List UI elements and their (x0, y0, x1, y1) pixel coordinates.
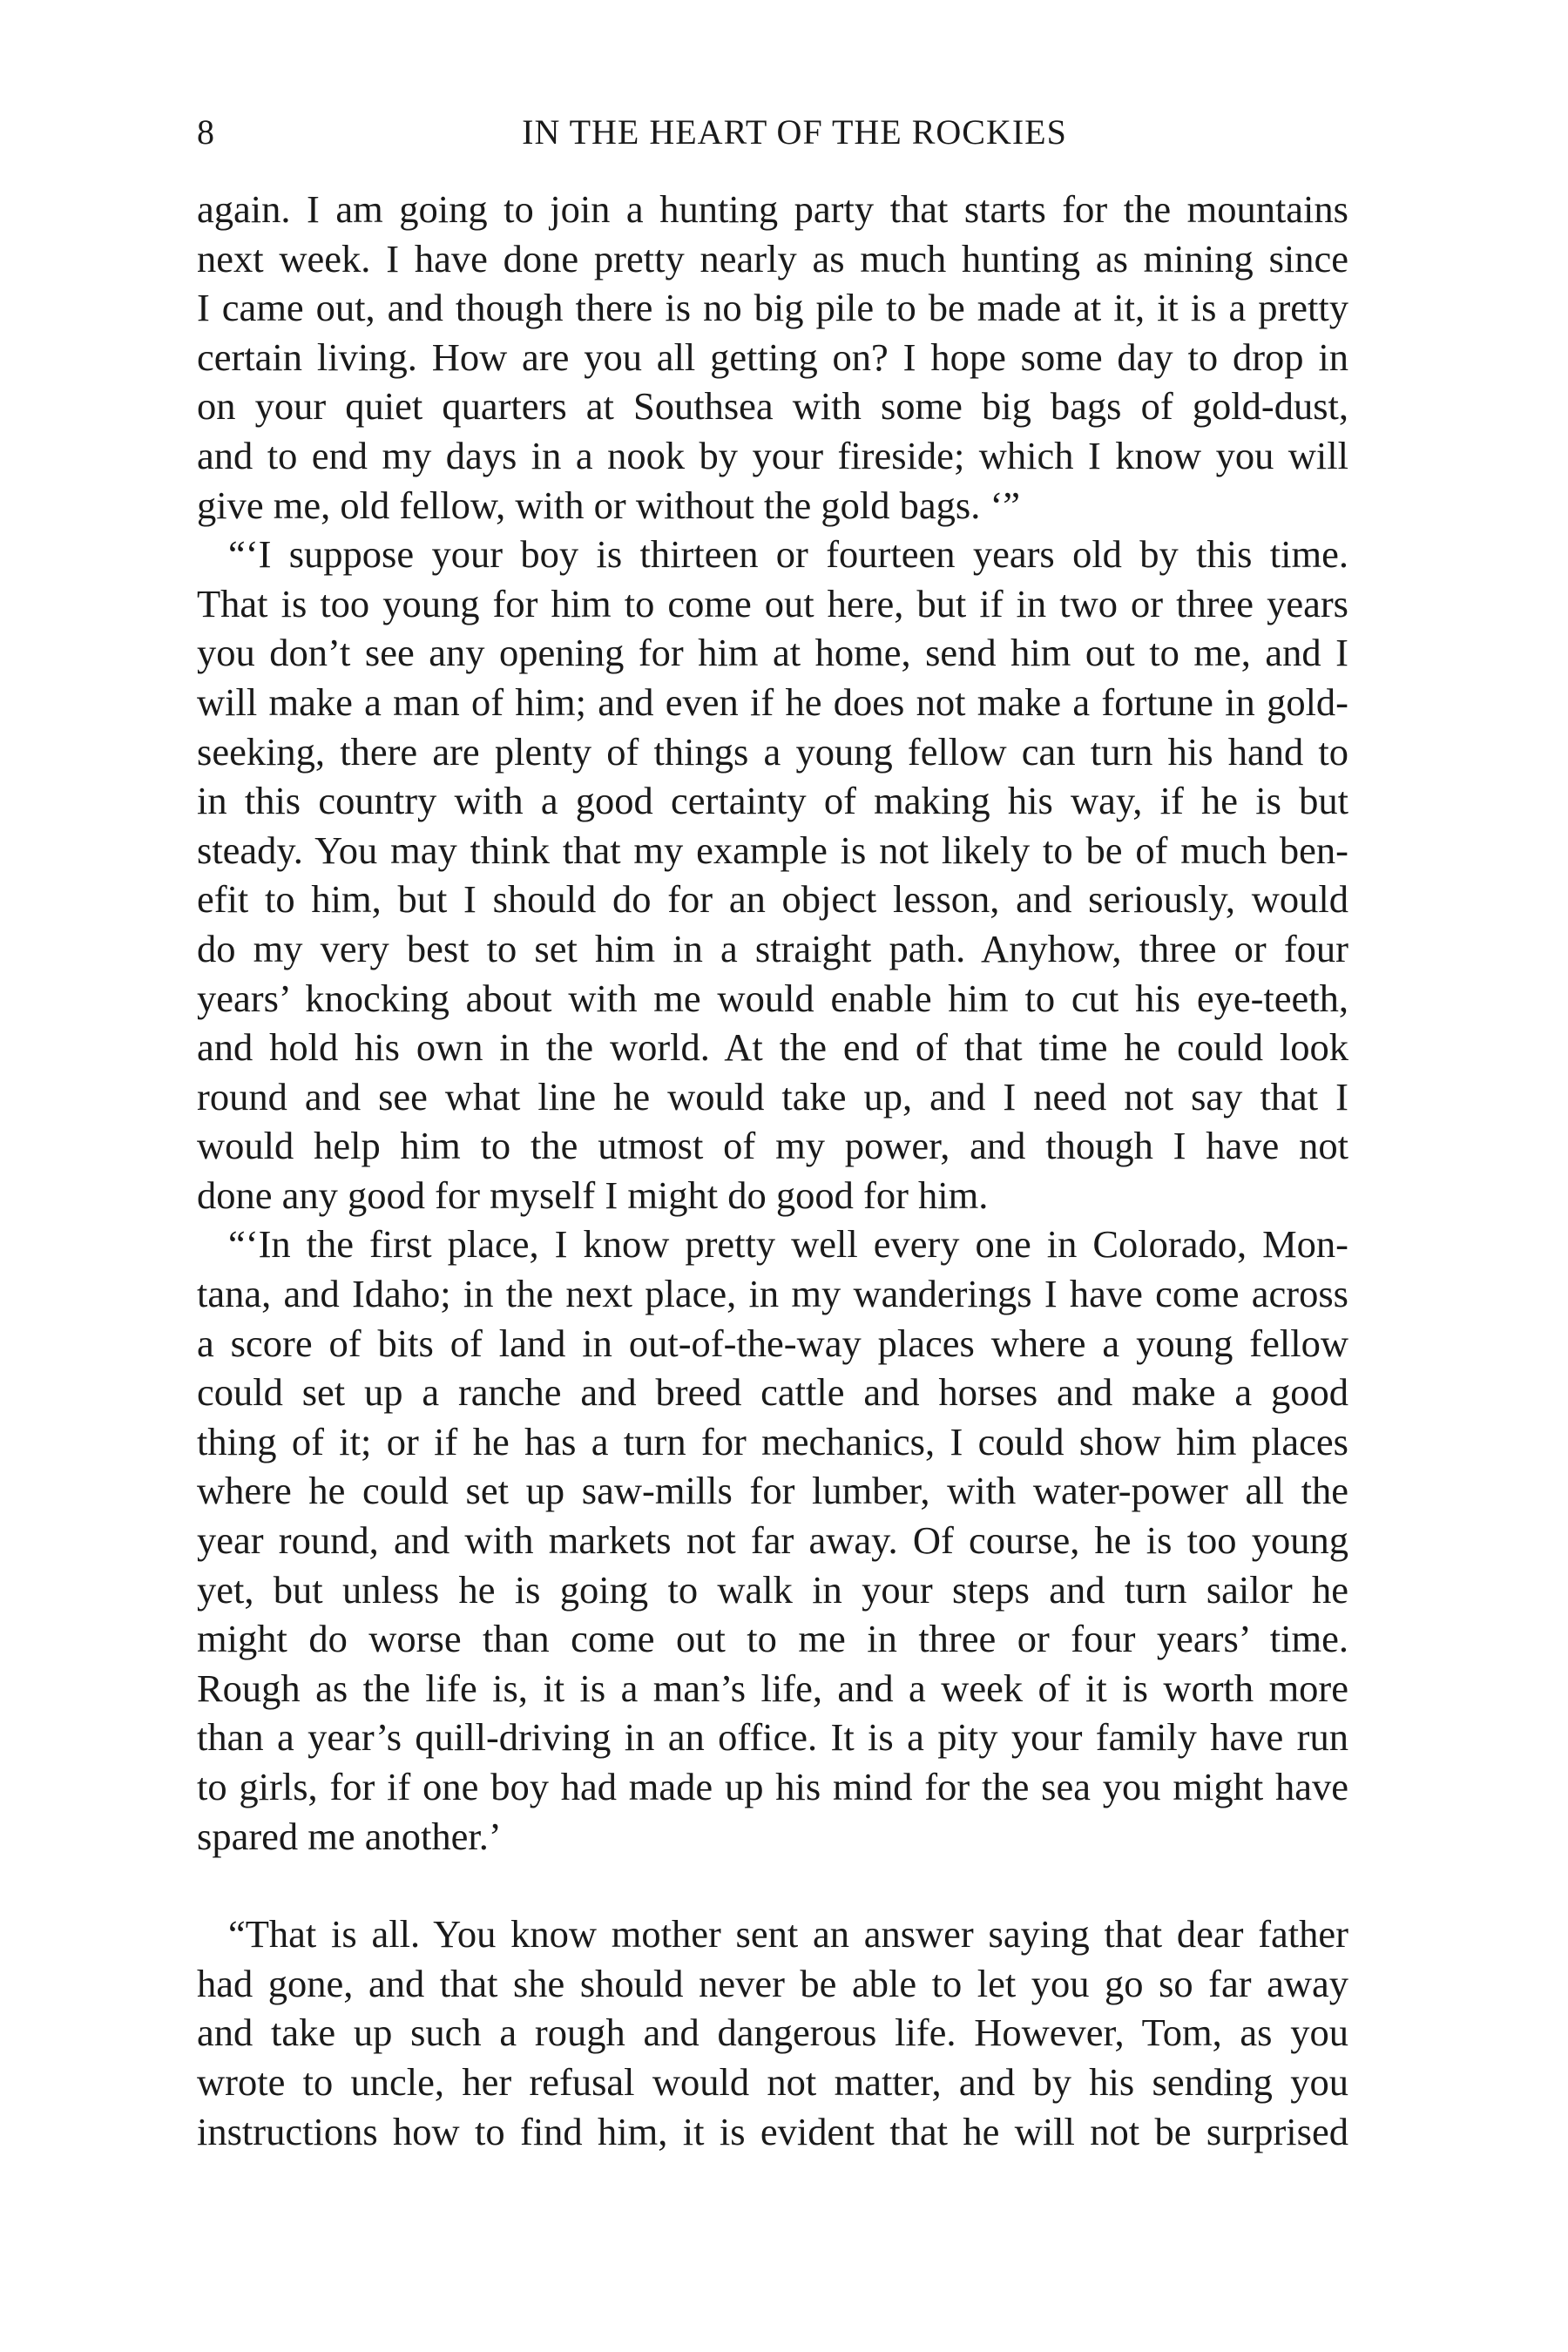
text-line: “That is all. You know mother sent an answer saying that dear father (228, 1912, 1348, 1957)
text-line: give me, old fellow, with or without the gold bags. ‘” (197, 483, 1021, 527)
text-line: spared me another.’ (197, 1814, 502, 1858)
text-line: to girls, for if one boy had made up his mind for the sea you might have (197, 1765, 1348, 1808)
text-line: in this country with a good certainty of making his way, if he is but (197, 779, 1348, 823)
paragraph-3 (197, 1220, 1348, 1861)
text-line: could set up a ranche and breed cattle and horses and make a good (197, 1370, 1348, 1415)
text-line: yet, but unless he is going to walk in your steps and turn sailor he (197, 1567, 1348, 1612)
text-line: a score of bits of land in out-of-the-way places where a young fellow (197, 1321, 1348, 1365)
text-line: years’ knocking about with me would enable him to cut his eye-teeth, (197, 976, 1348, 1020)
paragraph-2 (197, 530, 1348, 1220)
running-head (197, 106, 1348, 159)
text-line: seeking, there are plenty of things a young fellow can turn his hand to (197, 729, 1348, 774)
page-number: 8 (197, 112, 215, 152)
text-line: and hold his own in the world. At the end of that time he could look (197, 1025, 1348, 1070)
text-line: on your quiet quarters at Southsea with some big bags of gold-dust, (197, 384, 1348, 429)
text-line: instructions how to find him, it is evident that he will not be surprised (197, 2109, 1348, 2153)
text-line: had gone, and that she should never be able to let you go so far away (197, 1961, 1348, 2005)
running-title: IN THE HEART OF THE ROCKIES (522, 112, 1067, 152)
text-line: Rough as the life is, it is a man’s life, and a week of it is worth more (197, 1666, 1348, 1710)
text-line: efit to him, but I should do for an object lesson, and seriously, would (197, 877, 1348, 922)
text-line: “‘I suppose your boy is thirteen or fourteen years old by this time. (228, 532, 1348, 577)
text-line: certain living. How are you all getting on? I hope some day to drop in (197, 335, 1348, 379)
text-line: I came out, and though there is no big pile to be made at it, it is a pretty (197, 286, 1348, 330)
text-line: round and see what line he would take up, and I need not say that I (197, 1074, 1348, 1119)
text-line: again. I am going to join a hunting party that starts for the mountains (197, 187, 1348, 231)
text-line: you don’t see any opening for him at home, send him out to me, and I (197, 631, 1348, 675)
text-line: thing of it; or if he has a turn for mechanics, I could show him places (197, 1419, 1348, 1463)
text-line: year round, and with markets not far away. Of course, he is too young (197, 1518, 1348, 1563)
text-line: will make a man of him; and even if he does not make a fortune in gold- (197, 679, 1348, 724)
paragraph-4 (197, 1909, 1348, 2156)
paragraph-1 (197, 185, 1348, 530)
text-line: do my very best to set him in a straight path. Anyhow, three or four (197, 926, 1348, 970)
section-gap (197, 1861, 1348, 1909)
text-line: steady. You may think that my example is not likely to be of much ben- (197, 828, 1348, 872)
text-line: tana, and Idaho; in the next place, in my wanderings I have come across (197, 1272, 1348, 1316)
body-text (197, 185, 1348, 2156)
text-line: than a year’s quill-driving in an office. It is a pity your family have run (197, 1715, 1348, 1760)
text-line: and take up such a rough and dangerous life. However, Tom, as you (197, 2011, 1348, 2055)
text-line: would help him to the utmost of my power, and though I have not (197, 1124, 1348, 1168)
text-line: wrote to uncle, her refusal would not matter, and by his sending you (197, 2059, 1348, 2104)
text-line: might do worse than come out to me in three or four years’ time. (197, 1617, 1348, 1661)
text-line: next week. I have done pretty nearly as much hunting as mining since (197, 236, 1348, 280)
text-line: That is too young for him to come out here, but if in two or three years (197, 581, 1348, 625)
text-line: done any good for myself I might do good for him. (197, 1173, 989, 1217)
text-line: and to end my days in a nook by your fireside; which I know you will (197, 433, 1348, 477)
text-line: “‘In the first place, I know pretty well every one in Colorado, Mon- (228, 1222, 1348, 1267)
text-line: where he could set up saw-mills for lumber, with water-power all the (197, 1469, 1348, 1513)
